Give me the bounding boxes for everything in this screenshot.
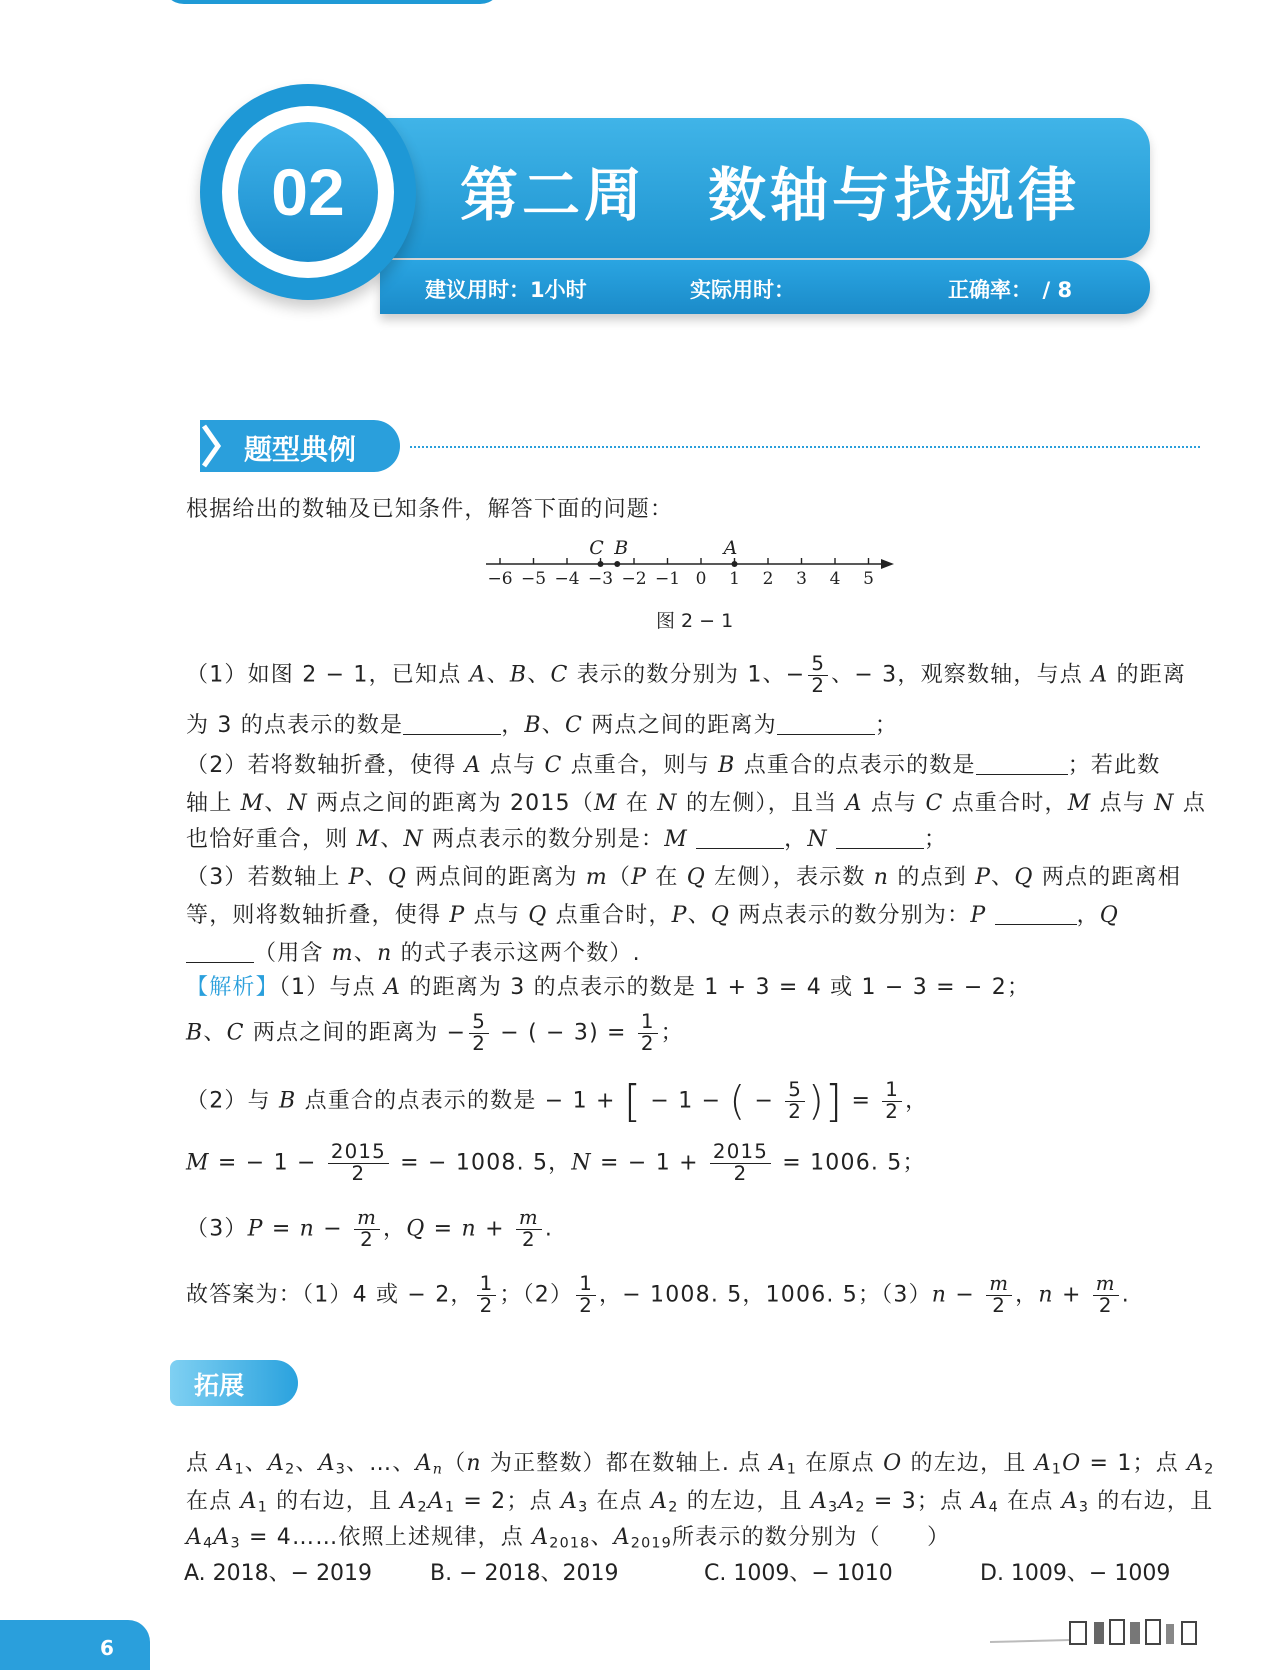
problem-intro: 根据给出的数轴及已知条件，解答下面的问题： (186, 497, 674, 522)
option-a[interactable]: A. 2018、− 2019 (184, 1561, 373, 1586)
suggested-time: 建议用时：1小时 (425, 278, 587, 302)
number-line-tick-label: −4 (554, 569, 580, 589)
axis-arrow-icon (881, 559, 894, 569)
accuracy: 正确率： / 8 (948, 278, 1073, 302)
number-line-point-label: C (589, 540, 604, 559)
number-line-point (732, 561, 738, 567)
number-line-tick-label: −1 (654, 569, 681, 589)
number-line-tick-label: 1 (729, 569, 740, 589)
chapter-title: 第二周 数轴与找规律 (460, 161, 1081, 229)
question-3-line-3: （用含 m、n 的式子表示这两个数）. (186, 936, 1196, 967)
solution-line-2: B、C 两点之间的距离为 − $\frac{5}{2}$ − ( − 3) = $\frac{1}{2}$ ； (186, 1010, 684, 1055)
question-2-line-3: 也恰好重合，则 M、N 两点表示的数分别是：M ，N ； (186, 827, 948, 852)
answer-blank[interactable] (976, 752, 1068, 775)
scan-marks (990, 1612, 1240, 1652)
solution-final-answer: 故答案为：（1）4 或 − 2， $\frac{1}{2}$ ；（2） $\frac{1}{2}$ ，− 1008. 5，1006. 5；（3）n − $\frac{m}{2}$ ，n + $\frac{m}{2}$ . (186, 1272, 1130, 1317)
number-line-figure (480, 540, 900, 600)
solution-line-4: M = − 1 − $\frac{2015}{2}$ = − 1008. 5，N = − 1 + $\frac{2015}{2}$ = 1006. 5； (186, 1140, 926, 1185)
number-line-tick-label: 5 (863, 569, 874, 589)
number-line-point-label: A (723, 540, 738, 559)
number-line-tick-label: 3 (796, 569, 807, 589)
question-3-line-2: 等，则将数轴折叠，使得 P 点与 Q 点重合时，P、Q 两点表示的数分别为：P ，Q (186, 903, 1120, 928)
answer-blank[interactable] (777, 712, 875, 735)
question-1-line-1: （1）如图 2 − 1，已知点 A、B、C 表示的数分别为 1、− $\frac{5}{2}$ 、− 3，观察数轴，与点 A 的距离 (186, 652, 1187, 697)
dotted-divider (410, 446, 1200, 448)
solution-line-1: 【解析】（1）与点 A 的距离为 3 的点表示的数是 1 + 3 = 4 或 1 − 3 = − 2； (186, 975, 1031, 1000)
chapter-number: 02 (271, 155, 345, 229)
answer-blank[interactable] (995, 902, 1077, 925)
actual-time: 实际用时： (690, 278, 795, 302)
number-line-tick-label: 0 (695, 569, 707, 589)
answer-blank[interactable] (186, 940, 254, 963)
section-title: 题型典例 (244, 433, 357, 466)
question-2-line-1: （2）若将数轴折叠，使得 A 点与 C 点重合，则与 B 点重合的点表示的数是 ；若此数 (186, 753, 1161, 778)
question-3-line-1: （3）若数轴上 P、Q 两点间的距离为 m（P 在 Q 左侧），表示数 n 的点到 P、Q 两点的距离相 (186, 865, 1182, 890)
option-c[interactable]: C. 1009、− 1010 (704, 1561, 893, 1586)
answer-blank[interactable] (836, 826, 924, 849)
number-line-tick-label: −5 (520, 569, 547, 589)
option-b[interactable]: B. − 2018、2019 (430, 1561, 619, 1586)
number-line-point (598, 561, 604, 567)
number-line-tick-label: −2 (621, 569, 647, 589)
chevron-right-icon (198, 420, 226, 472)
extension-line-3: $A_4A_3$ = 4……依照上述规律，点 $A_{2018}$、$A_{2019}$所表示的数分别为（ ） (186, 1525, 951, 1552)
question-1-line-2: 为 3 的点表示的数是 ，B、C 两点之间的距离为 ； (186, 713, 899, 738)
number-line-tick-label: −3 (587, 569, 614, 589)
solution-line-5: （3）P = n − $\frac{m}{2}$ ，Q = n + $\frac{m}{2}$ . (186, 1206, 554, 1251)
answer-blank[interactable] (696, 826, 784, 849)
page-number-tab (0, 1620, 150, 1670)
option-d[interactable]: D. 1009、− 1009 (980, 1561, 1171, 1586)
page-number: 6 (100, 1636, 114, 1660)
number-line-tick-label: 2 (762, 569, 774, 589)
question-2-line-2: 轴上 M、N 两点之间的距离为 2015（M 在 N 的左侧），且当 A 点与 C 点重合时，M 点与 N 点 (186, 791, 1207, 816)
number-line-tick-label: −6 (487, 569, 513, 589)
number-line-tick-label: 4 (829, 569, 841, 589)
figure-caption: 图 2 − 1 (656, 610, 734, 632)
top-tab (162, 0, 502, 4)
extension-line-1: 点 $A_1$、$A_2$、$A_3$、…、$A_n(n$ 为正整数）都在数轴上. 点 $A_1$ 在原点 O 的左边，且 $A_1O = 1$；点 $A_2$ (186, 1451, 1215, 1478)
number-line-point (614, 561, 620, 567)
solution-tag: 【解析】 (186, 975, 279, 1000)
extension-line-2: 在点 $A_1$ 的右边，且 $A_2A_1 = 2$；点 $A_3$ 在点 $A_2$ 的左边，且 $A_3A_2 = 3$；点 $A_4$ 在点 $A_3$ 的右边，且 (186, 1489, 1214, 1516)
number-line-point-label: B (614, 540, 629, 559)
answer-blank[interactable] (403, 712, 501, 735)
solution-line-3: （2）与 B 点重合的点表示的数是 − 1 + [ − 1 − ( − $\frac{5}{2}$ )] = $\frac{1}{2}$ ， (186, 1076, 929, 1127)
extension-title: 拓展 (194, 1371, 245, 1400)
